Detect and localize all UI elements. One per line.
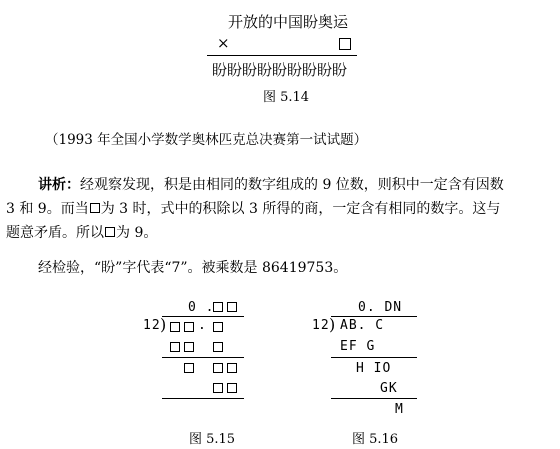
fig516-line-2 — [331, 398, 417, 399]
fig515-line-2 — [162, 398, 244, 399]
fig515-row1-box-2 — [184, 342, 194, 352]
figure-515-caption: 图 5.15 — [189, 432, 236, 447]
fig515-dividend-dot: . — [198, 318, 207, 333]
product-text: 盼盼盼盼盼盼盼盼盼 — [212, 61, 348, 79]
figure-516-caption: 图 5.16 — [352, 432, 399, 447]
fig516-row-3: GK — [380, 381, 398, 396]
fig516-row-4: M — [395, 402, 404, 417]
fig515-quotient — [188, 300, 214, 315]
fig516-quotient: 0. DN — [358, 300, 403, 315]
analysis-text-3a: 题意矛盾。所以 — [6, 225, 104, 241]
fig515-dividend-box-2 — [184, 322, 194, 332]
fig515-row3-box-2 — [227, 383, 237, 393]
analysis-text-3b: 为 9。 — [116, 225, 158, 241]
blank-box — [90, 203, 100, 213]
fig515-row2-box-1 — [184, 363, 194, 373]
source-note: （1993 年全国小学数学奥林匹克总决赛第一试试题） — [45, 132, 368, 148]
analysis-label: 讲析： — [38, 177, 80, 193]
fig516-bracket: ) — [329, 315, 336, 334]
analysis-line-2 — [6, 198, 500, 218]
conclusion-text: 经检验，“盼”字代表“7”。被乘数是 86419753。 — [38, 260, 348, 276]
fig515-quotient-box-2 — [227, 302, 237, 312]
times-symbol: × — [217, 34, 230, 52]
analysis-text-1: 经观察发现，积是由相同的数字组成的 9 位数，则积中一定含有因数 — [80, 177, 504, 193]
analysis-line-3 — [6, 222, 157, 242]
analysis-text-2a: 3 和 9。而当 — [6, 201, 89, 217]
figure-514-caption: 图 5.14 — [263, 90, 310, 105]
analysis-line-1 — [38, 174, 504, 194]
fig515-row2-box-3 — [227, 363, 237, 373]
fig516-line-1 — [331, 357, 417, 358]
blank-box — [105, 227, 115, 237]
fig516-bracket-top — [331, 316, 417, 317]
fig515-quotient-box-1 — [213, 302, 223, 312]
fig516-row-1: EF G — [340, 339, 376, 354]
analysis-text-2b: 为 3 时，式中的积除以 3 所得的商，一定含有相同的数字。这与 — [100, 201, 501, 217]
fig516-dividend: AB. C — [340, 318, 385, 333]
fig515-row3-box-1 — [213, 383, 223, 393]
fig515-bracket: ) — [160, 315, 167, 334]
fig516-divisor: 12 — [312, 318, 330, 333]
fig515-dividend-box-3 — [213, 322, 223, 332]
fig516-row-2: H IO — [356, 361, 392, 376]
fig515-bracket-top — [162, 316, 244, 317]
fig515-dividend-box-1 — [170, 322, 180, 332]
fig515-quotient-prefix: 0 . — [188, 300, 215, 315]
product-line — [207, 55, 357, 56]
fig515-row1-box-1 — [170, 342, 180, 352]
multiplicand-text: 开放的中国盼奥运 — [228, 13, 349, 31]
fig515-row1-box-3 — [213, 342, 223, 352]
multiplier-box — [339, 38, 351, 50]
fig515-row2-box-2 — [213, 363, 223, 373]
fig515-divisor: 12 — [143, 318, 161, 333]
fig515-line-1 — [162, 357, 244, 358]
